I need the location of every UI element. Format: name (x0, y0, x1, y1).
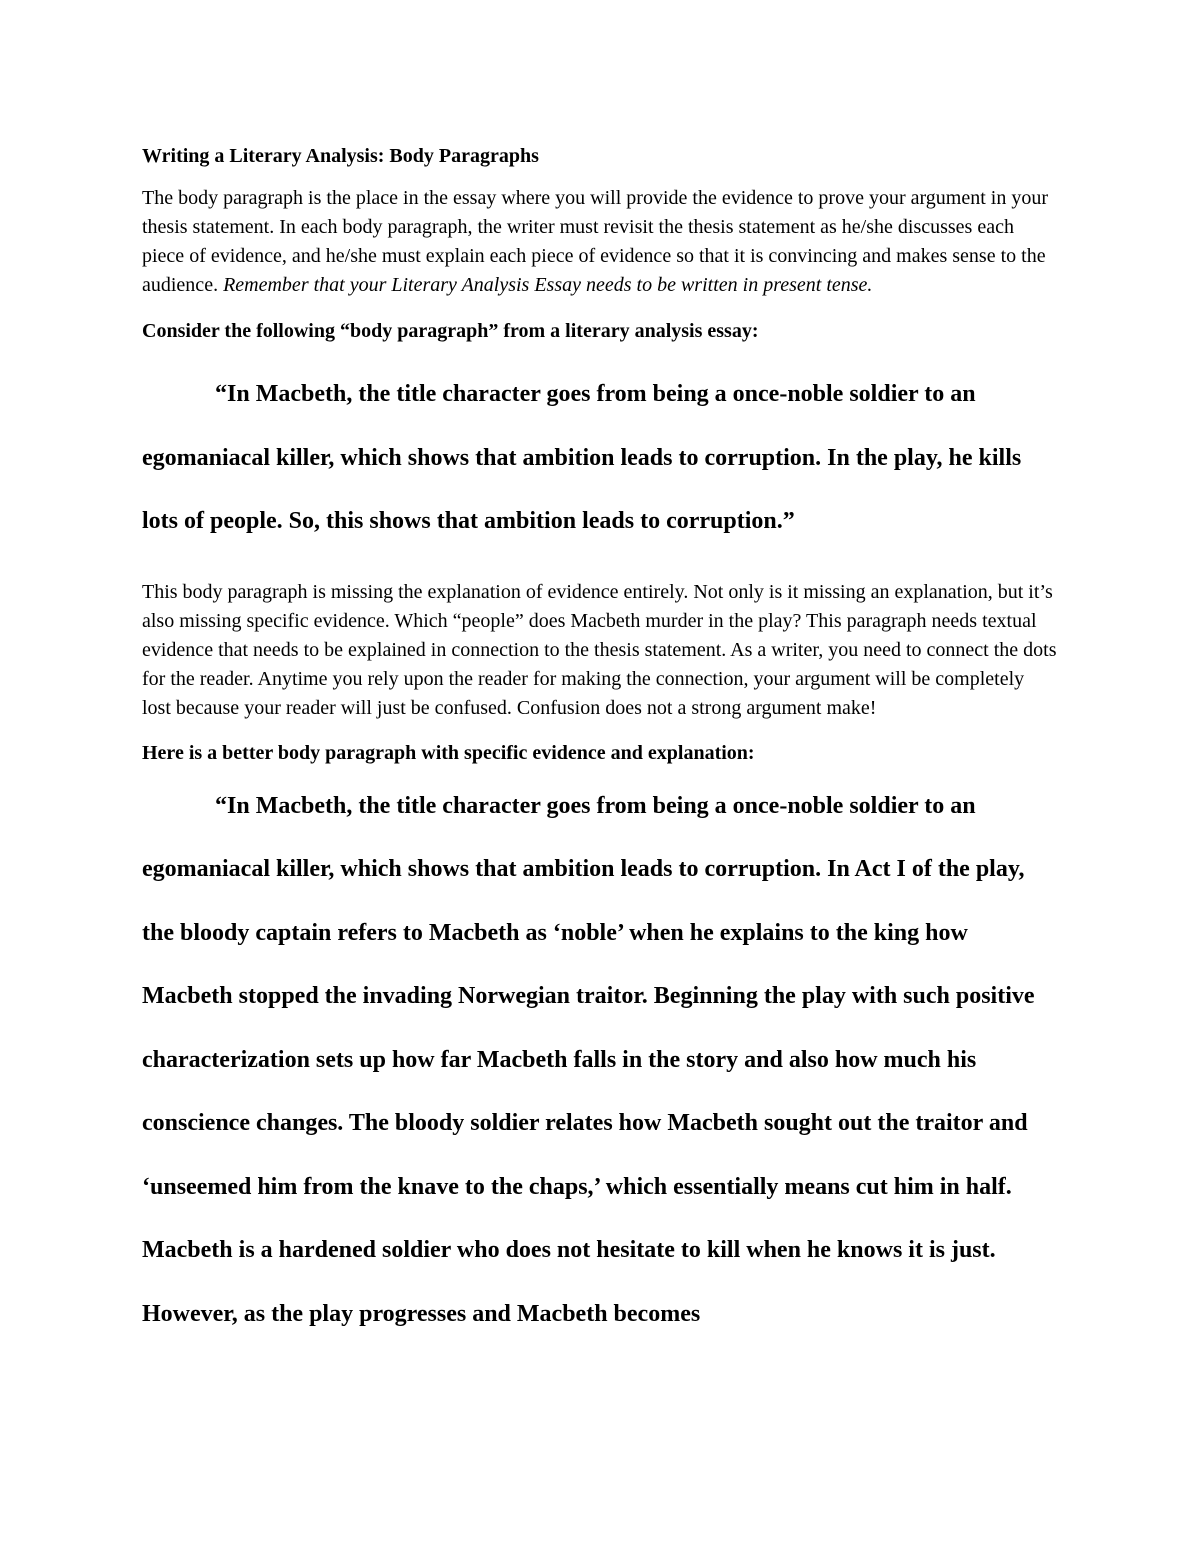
critique-paragraph: This body paragraph is missing the explanation of evidence entirely. Not only is it missing an explanation, but it’s also missing specific evidence. Which “people” does Macbeth murder in the play? This paragraph needs textual evidence that needs to be explained in connection to the thesis statement. As a writer, you need to connect the dots for the reader. Anytime you rely upon the reader for making the connection, your argument will be completely lost because your reader will just be confused. Confusion does not a strong argument make! (142, 580, 1057, 719)
example-heading: Consider the following “body paragraph” from a literary analysis essay: (142, 320, 759, 342)
intro-paragraph (142, 184, 1058, 300)
document-content (142, 140, 1058, 1346)
document-title: Writing a Literary Analysis: Body Paragraphs (142, 145, 539, 167)
weak-example-paragraph: “In Macbeth, the title character goes from being a once-noble soldier to an egomaniacal killer, which shows that ambition leads to corruption. In the play, he kills lots of people. So, this shows that ambition leads to corruption.” (142, 381, 1022, 534)
better-example-heading: Here is a better body paragraph with specific evidence and explanation: (142, 741, 755, 764)
intro-text: The body paragraph is the place in the essay where you will provide the evidence to prove your argument in your thesis statement. In each body paragraph, the writer must revisit the thesis statement as he/she discusses each piece of evidence, and he/she must explain each piece of evidence so that it is convincing and makes sense to the audience. (142, 187, 1049, 296)
intro-emphasis: Remember that your Literary Analysis Essay needs to be written in present tense. (223, 274, 873, 296)
strong-example-paragraph: “In Macbeth, the title character goes from being a once-noble soldier to an egomaniacal killer, which shows that ambition leads to corruption. In Act I of the play, the bloody captain refers to Macbeth as ‘noble’ when he explains to the king how Macbeth stopped the invading Norwegian traitor. Beginning the play with such positive characterization sets up how far Macbeth falls in the story and also how much his conscience changes. The bloody soldier relates how Macbeth sought out the traitor and ‘unseemed him from the knave to the chaps,’ which essentially means cut him in half. Macbeth is a hardened soldier who does not hesitate to kill when he knows it is just. However, as the play progresses and Macbeth becomes (142, 792, 1035, 1327)
